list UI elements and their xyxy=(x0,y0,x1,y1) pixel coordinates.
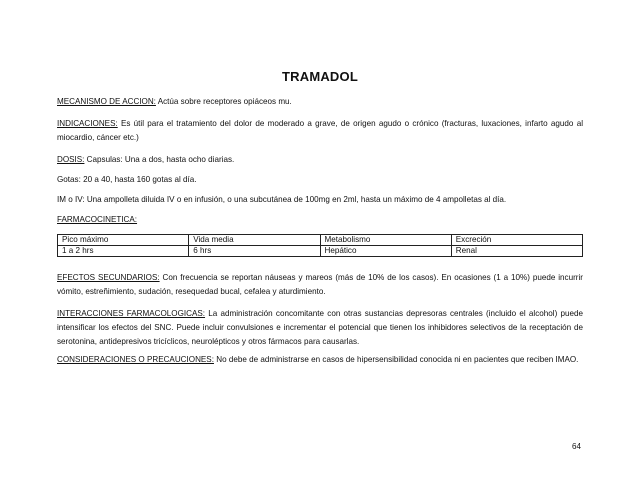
dosis-text: Capsulas: Una a dos, hasta ocho diarias. xyxy=(84,155,235,164)
table-cell: 6 hrs xyxy=(189,246,320,257)
interacciones-paragraph xyxy=(57,307,583,349)
consideraciones-paragraph xyxy=(57,353,583,367)
table-cell: Hepático xyxy=(320,246,451,257)
indicaciones-paragraph xyxy=(57,117,583,145)
indicaciones-text: Es útil para el tratamiento del dolor de moderado a grave, de origen agudo o crónico (fracturas, luxaciones, infarto agudo al miocardio, cáncer etc.) xyxy=(57,119,583,142)
table-header-cell: Pico máximo xyxy=(58,235,189,246)
interacciones-label: INTERACCIONES FARMACOLOGICAS: xyxy=(57,309,206,318)
mecanismo-paragraph xyxy=(57,95,583,109)
page-number: 64 xyxy=(571,442,581,451)
table-row xyxy=(58,246,583,257)
indicaciones-label: INDICACIONES: xyxy=(57,119,118,128)
farmacocinetica-label: FARMACOCINETICA: xyxy=(57,215,138,224)
document-title: TRAMADOL xyxy=(282,69,358,84)
consideraciones-label: CONSIDERACIONES O PRECAUCIONES: xyxy=(57,355,214,364)
table-header-cell: Metabolismo xyxy=(320,235,451,246)
consideraciones-text: No debe de administrarse en casos de hipersensibilidad conocida ni en pacientes que reciben IMAO. xyxy=(213,355,579,364)
interacciones-text: La administración concomitante con otras sustancias depresoras centrales (incluido el alcohol) puede intensificar los efectos del SNC. Puede incluir convulsiones e incrementar el potencial que tienen los inhibidores selectivos de la receptación de serotonina, antidepresivos tricíclicos, neurolépticos y otros fármacos para causarlas. xyxy=(57,309,584,346)
efectos-label: EFECTOS SECUNDARIOS: xyxy=(57,273,160,282)
dosis-label: DOSIS: xyxy=(57,155,85,164)
mecanismo-text: Actúa sobre receptores opiáceos mu. xyxy=(155,97,292,106)
table-header-cell: Excreción xyxy=(451,235,582,246)
table-cell: Renal xyxy=(451,246,582,257)
table-header-row xyxy=(58,235,583,246)
im-iv-paragraph: IM o IV: Una ampolleta diluida IV o en infusión, o una subcutánea de 100mg en 2ml, hasta un máximo de 4 ampolletas al día. xyxy=(57,195,507,204)
farmacocinetica-table xyxy=(57,234,583,257)
dosis-paragraph xyxy=(57,153,583,167)
table-cell: 1 a 2 hrs xyxy=(58,246,189,257)
table-header-cell: Vida media xyxy=(189,235,320,246)
gotas-paragraph: Gotas: 20 a 40, hasta 160 gotas al día. xyxy=(57,175,197,184)
farmacocinetica-heading xyxy=(57,213,583,227)
mecanismo-label: MECANISMO DE ACCION: xyxy=(57,97,156,106)
efectos-text: Con frecuencia se reportan náuseas y mareos (más de 10% de los casos). En ocasiones (1 a 10%) puede incurrir vómito, estreñimiento, sudación, resequedad bucal, cefalea y aturdimiento. xyxy=(57,273,583,296)
efectos-paragraph xyxy=(57,271,583,299)
